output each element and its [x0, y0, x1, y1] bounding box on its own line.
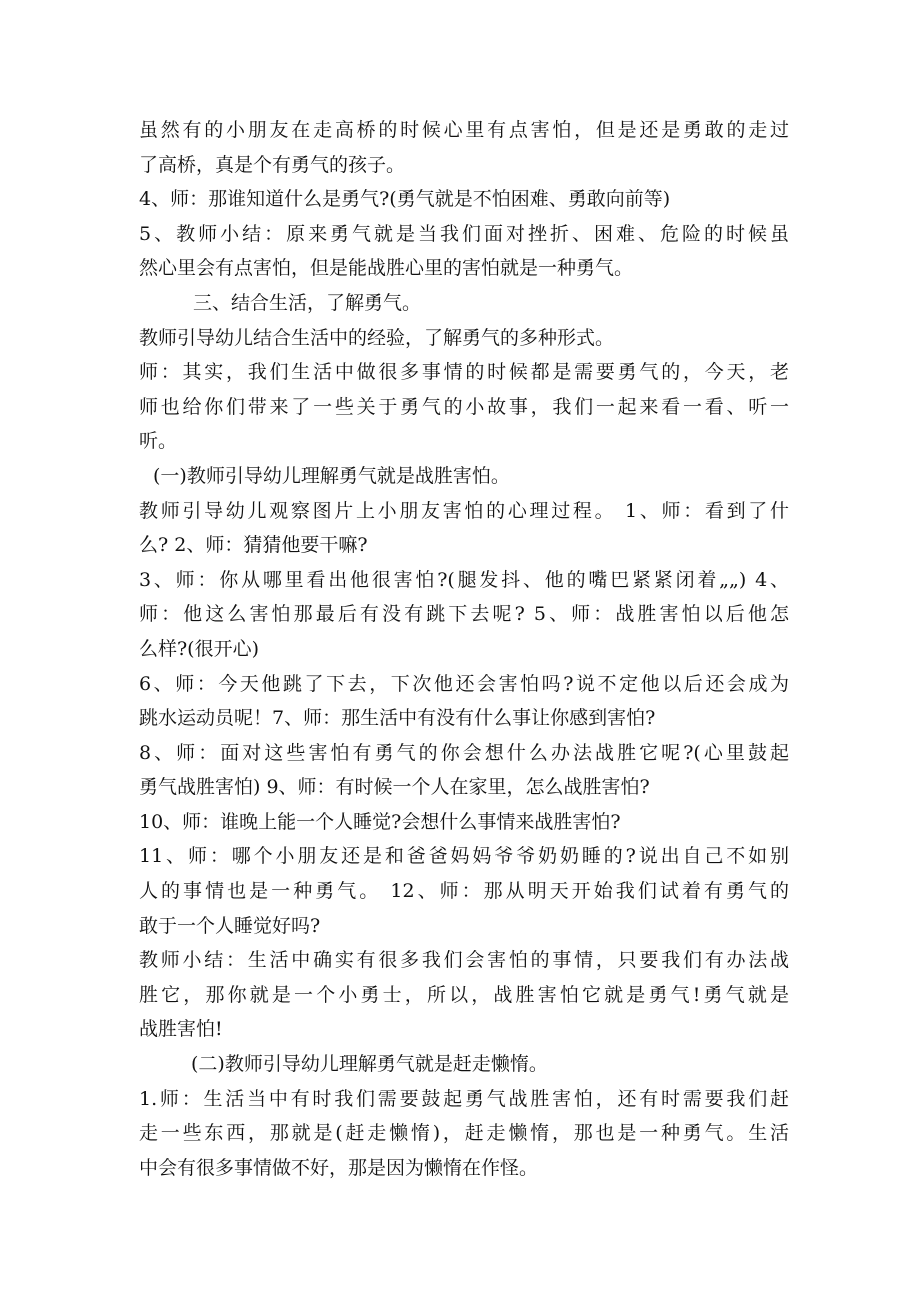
paragraph-line: 敢于一个人睡觉好吗?: [139, 914, 321, 937]
paragraph-line: 10、师：谁晚上能一个人睡觉?会想什么事情来战胜害怕?: [139, 810, 621, 833]
paragraph-line: 教师引导幼儿观察图片上小朋友害怕的心理过程。 1、师：看到了什: [139, 499, 789, 522]
paragraph-line: 虽然有的小朋友在走高桥的时候心里有点害怕，但是还是勇敢的走过: [139, 119, 789, 141]
paragraph-line: 人的事情也是一种勇气。 12、师：那从明天开始我们试着有勇气的: [139, 880, 789, 903]
paragraph-line: 听。: [139, 430, 178, 453]
subsection-heading: (一)教师引导幼儿理解勇气就是战胜害怕。: [153, 464, 510, 487]
paragraph-line: 教师小结：生活中确实有很多我们会害怕的事情，只要我们有办法战: [139, 949, 789, 972]
paragraph-line: 勇气战胜害怕) 9、师：有时候一个人在家里，怎么战胜害怕?: [139, 776, 650, 799]
paragraph-line: 中会有很多事情做不好，那是因为懒惰在作怪。: [139, 1156, 539, 1179]
paragraph-line: 6、师：今天他跳了下去，下次他还会害怕吗?说不定他以后还会成为: [139, 672, 789, 695]
paragraph-line: 胜它，那你就是一个小勇士，所以，战胜害怕它就是勇气!勇气就是: [139, 983, 789, 1006]
paragraph-line: 走一些东西，那就是(赶走懒惰)，赶走懒惰，那也是一种勇气。生活: [139, 1122, 789, 1145]
paragraph-line: 然心里会有点害怕，但是能战胜心里的害怕就是一种勇气。: [139, 257, 634, 280]
paragraph-line: 么样?(很开心): [139, 637, 260, 660]
paragraph-line: 1.师：生活当中有时我们需要鼓起勇气战胜害怕，还有时需要我们赶: [139, 1087, 789, 1110]
paragraph-line: 师：其实，我们生活中做很多事情的时候都是需要勇气的，今天，老: [139, 361, 789, 384]
paragraph-line: 5、教师小结：原来勇气就是当我们面对挫折、困难、危险的时候虽: [139, 222, 789, 245]
paragraph-line: 8、师：面对这些害怕有勇气的你会想什么办法战胜它呢?(心里鼓起: [139, 741, 789, 764]
paragraph-line: 3、师：你从哪里看出他很害怕?(腿发抖、他的嘴巴紧紧闭着„„) 4、: [139, 568, 789, 591]
paragraph-line: 教师引导幼儿结合生活中的经验，了解勇气的多种形式。: [139, 326, 615, 349]
paragraph-line: 4、师：那谁知道什么是勇气?(勇气就是不怕困难、勇敢向前等): [139, 188, 671, 211]
document-body: [139, 113, 789, 1185]
section-heading: 三、结合生活，了解勇气。: [193, 291, 422, 314]
paragraph-line: 师：他这么害怕那最后有没有跳下去呢? 5、师：战胜害怕以后他怎: [139, 603, 789, 626]
paragraph-line: 了高桥，真是个有勇气的孩子。: [139, 153, 406, 176]
subsection-heading: (二)教师引导幼儿理解勇气就是赶走懒惰。: [191, 1053, 548, 1076]
paragraph-line: 战胜害怕!: [139, 1018, 223, 1041]
paragraph-line: 师也给你们带来了一些关于勇气的小故事，我们一起来看一看、听一: [139, 395, 789, 418]
paragraph-line: 跳水运动员呢！7、师：那生活中有没有什么事让你感到害怕?: [139, 707, 656, 730]
paragraph-line: 么? 2、师：猜猜他要干嘛?: [139, 534, 368, 557]
paragraph-line: 11、师：哪个小朋友还是和爸爸妈妈爷爷奶奶睡的?说出自己不如别: [139, 845, 789, 868]
